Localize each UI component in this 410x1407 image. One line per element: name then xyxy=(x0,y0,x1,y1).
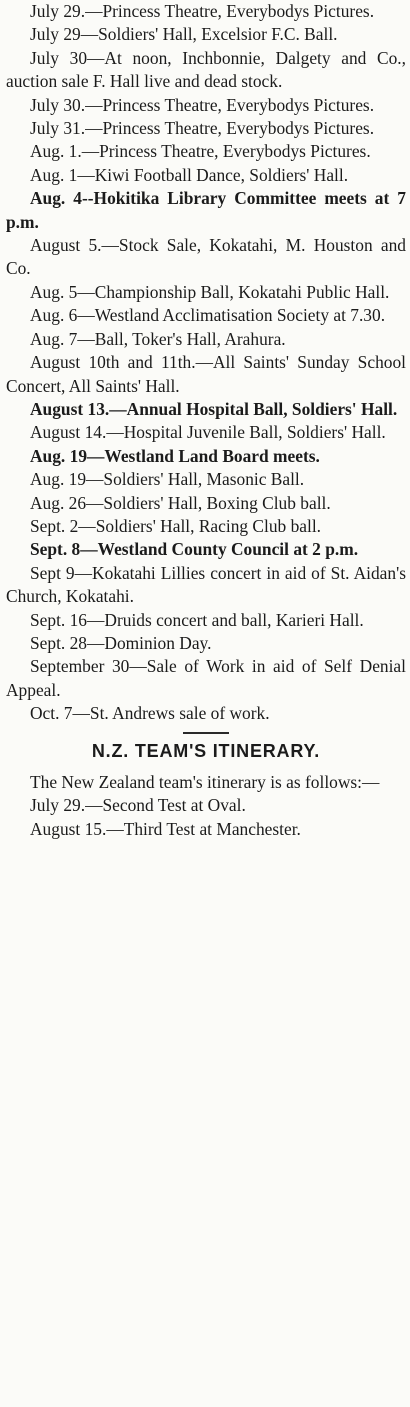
event-entry: Aug. 5—Championship Ball, Kokatahi Public Hall. xyxy=(30,281,390,302)
event-entry: July 30.—Princess Theatre, Everybodys Pictures. xyxy=(30,94,375,115)
event-entry: Aug. 1.—Princess Theatre, Everybodys Pictures. xyxy=(30,141,371,162)
event-entry: July 29—Soldiers' Hall, Excelsior F.C. Ball. xyxy=(30,24,338,45)
event-entry: August 10th and 11th.—All Saints' Sunday School Concert, All Saints' Hall. xyxy=(6,352,406,396)
itinerary-item: August 15.—Third Test at Manchester. xyxy=(30,818,301,839)
event-entry: Aug. 6—Westland Acclimatisation Society at 7.30. xyxy=(30,305,386,326)
event-entry: August 5.—Stock Sale, Kokatahi, M. Houston and Co. xyxy=(6,235,406,279)
event-entry: Aug. 26—Soldiers' Hall, Boxing Club ball. xyxy=(30,492,331,513)
event-entry: Sept. 16—Druids concert and ball, Karieri Hall. xyxy=(30,609,364,630)
event-entry: Sept. 2—Soldiers' Hall, Racing Club ball. xyxy=(30,515,322,536)
event-entry: Aug. 19—Westland Land Board meets. xyxy=(30,445,320,466)
event-entry: July 29.—Princess Theatre, Everybodys Pictures. xyxy=(30,1,375,21)
itinerary-item: July 29.—Second Test at Oval. xyxy=(30,795,246,816)
event-entry: July 30—At noon, Inchbonnie, Dalgety and Co., auction sale F. Hall live and dead stock. xyxy=(6,47,406,92)
section-heading: N.Z. TEAM'S ITINERARY. xyxy=(91,740,321,761)
event-entry: Sept. 8—Westland County Council at 2 p.m. xyxy=(30,539,359,560)
event-entry: August 14.—Hospital Juvenile Ball, Soldiers' Hall. xyxy=(30,422,386,443)
event-entry: Oct. 7—St. Andrews sale of work. xyxy=(30,703,270,724)
event-entry: August 13.—Annual Hospital Ball, Soldiers' Hall. xyxy=(30,398,398,419)
event-entry: September 30—Sale of Work in aid of Self Denial Appeal. xyxy=(6,656,406,700)
event-entry: July 31.—Princess Theatre, Everybodys Pictures. xyxy=(30,118,375,139)
section-divider xyxy=(183,732,229,734)
event-entry: Aug. 1—Kiwi Football Dance, Soldiers' Hall. xyxy=(30,164,349,185)
event-entry: Aug. 7—Ball, Toker's Hall, Arahura. xyxy=(30,328,286,349)
event-entry: Sept. 28—Dominion Day. xyxy=(30,632,212,653)
event-entry: Aug. 19—Soldiers' Hall, Masonic Ball. xyxy=(30,469,305,490)
event-list xyxy=(6,0,406,726)
itinerary-intro: The New Zealand team's itinerary is as follows:— xyxy=(30,772,380,792)
event-entry: Sept 9—Kokatahi Lillies concert in aid of St. Aidan's Church, Kokatahi. xyxy=(6,562,406,607)
event-entry: Aug. 4--Hokitika Library Committee meets at 7 p.m. xyxy=(6,188,406,232)
